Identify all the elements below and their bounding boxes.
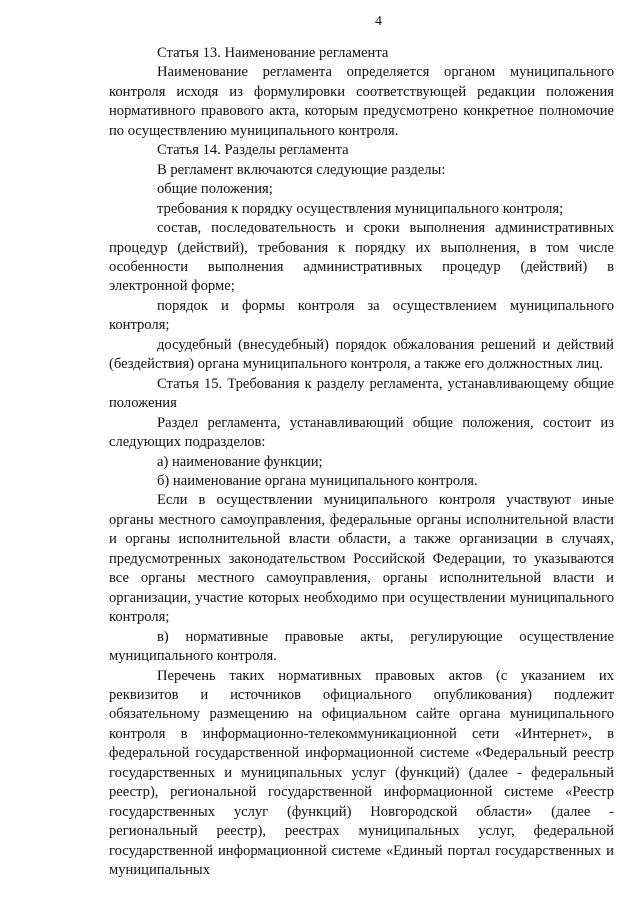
list-item: в) нормативные правовые акты, регулирующие осуществление муниципального контроля. bbox=[109, 628, 614, 665]
list-item: состав, последовательность и сроки выполнения административных процедур (действий), требования к порядку их выполнения, в том числе особенности выполнения административных процедур (действий) в электронной форме; bbox=[109, 220, 614, 295]
list-item: досудебный (внесудебный) порядок обжалования решений и действий (бездействия) органа муниципального контроля, а также его должностных лиц. bbox=[109, 336, 614, 373]
paragraph: Наименование регламента определяется органом муниципального контроля исходя из формулировки соответствующей редакции положения нормативного правового акта, которым предусмотрено конкретное полномочие по осуществлению муниципального контроля. bbox=[109, 64, 614, 139]
paragraph: Если в осуществлении муниципального контроля участвуют иные органы местного самоуправления, федеральные органы исполнительной власти и органы исполнительной власти области, а также организации в случаях, предусмотренных законодательством Российской Федерации, то указываются все органы местного самоуправления, органы исполнительной власти и организации, участие которых необходимо при осуществлении муниципального контроля; bbox=[109, 492, 614, 626]
list-item: б) наименование органа муниципального контроля. bbox=[157, 472, 478, 489]
list-item: порядок и формы контроля за осуществлением муниципального контроля; bbox=[109, 297, 614, 334]
list-item: общие положения; bbox=[157, 181, 273, 198]
list-item: а) наименование функции; bbox=[157, 453, 323, 470]
article-15-heading: Статья 15. Требования к разделу регламента, устанавливающему общие положения bbox=[109, 375, 614, 412]
article-13-heading: Статья 13. Наименование регламента bbox=[157, 45, 389, 61]
list-item: требования к порядку осуществления муниципального контроля; bbox=[157, 200, 564, 217]
page-number: 4 bbox=[375, 14, 382, 29]
paragraph: Перечень таких нормативных правовых актов (с указанием их реквизитов и источников официального опубликования) подлежит обязательному размещению на официальном сайте органа муниципального контроля в информационно-телекоммуникационной сети «Интернет», в федеральной государственной информационной системе «Федеральный реестр государственных и муниципальных услуг (функций) (далее - федеральный реестр), региональной государственной информационной системе «Реестр государственных услуг (функций) Новгородской области» (далее - региональный реестр), реестрах муниципальных услуг, федеральной государственной информационной системе «Единый портал государственных и муниципальных bbox=[109, 667, 614, 879]
paragraph: Раздел регламента, устанавливающий общие положения, состоит из следующих подразделов: bbox=[109, 414, 614, 451]
paragraph: В регламент включаются следующие разделы: bbox=[157, 161, 446, 178]
article-14-heading: Статья 14. Разделы регламента bbox=[157, 142, 349, 159]
